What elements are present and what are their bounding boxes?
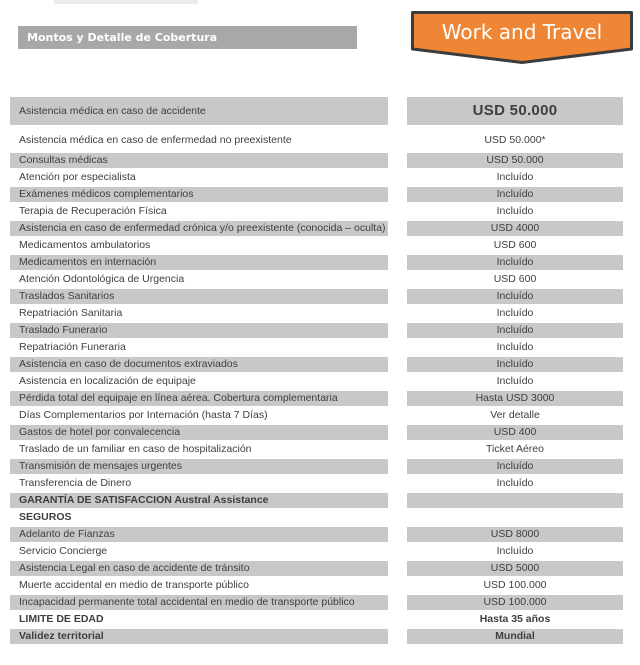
row-label: Traslado de un familiar en caso de hospitalización [19,442,252,455]
row-label: Gastos de hotel por convalecencia [10,425,388,441]
column-gap [388,238,407,239]
table-row [10,459,623,476]
table-row [10,510,623,527]
column-gap [388,578,407,579]
column-gap [388,476,407,477]
row-label: Días Complementarios por Internación (hasta 7 Días) [19,408,268,421]
row-value: Ticket Aéreo [486,442,544,455]
table-row [10,493,623,510]
row-label: Terapia de Recuperación Física [19,204,167,217]
row-label: Transferencia de Dinero [19,476,132,489]
table-row [10,323,623,340]
row-value: Incluído [496,544,534,557]
table-row [10,357,623,374]
row-value: Incluído [496,476,534,489]
row-value: Hasta USD 3000 [407,391,623,407]
column-gap [388,527,407,528]
table-row [10,97,623,127]
row-value: USD 400 [407,425,623,441]
table-row [10,170,623,187]
row-value: Incluído [496,340,534,353]
row-value: Incluído [407,255,623,271]
row-label: Pérdida total del equipaje en línea aérea. Cobertura complementaria [10,391,388,407]
table-row [10,442,623,459]
row-label: Atención Odontológica de Urgencia [19,272,185,285]
column-gap [388,340,407,341]
row-value: USD 50.000 [407,97,623,125]
plan-badge-label: Work and Travel [441,20,603,44]
row-label: Servicio Concierge [19,544,108,557]
row-label: Repatriación Sanitaria [19,306,123,319]
row-label: Medicamentos en internación [10,255,388,271]
column-gap [388,612,407,613]
row-value: USD 50.000 [407,153,623,169]
column-gap [388,204,407,205]
row-value: Incluído [407,459,623,475]
table-row [10,272,623,289]
top-strip [54,0,198,4]
row-label: Atención por especialista [19,170,136,183]
table-row [10,629,623,646]
table-row [10,578,623,595]
table-row [10,255,623,272]
column-gap [388,561,407,562]
row-label: Asistencia médica en caso de accidente [10,97,388,125]
row-label: Asistencia Legal en caso de accidente de tránsito [10,561,388,577]
column-gap [388,221,407,222]
row-value: Incluído [407,187,623,203]
row-label: Consultas médicas [10,153,388,169]
row-label: LIMITE DE EDAD [19,612,104,625]
table-row [10,127,623,153]
table-row [10,340,623,357]
row-value: USD 50.000* [484,133,546,146]
row-value: Incluído [407,289,623,305]
row-value: USD 600 [493,272,537,285]
column-gap [388,187,407,188]
row-label: Asistencia en localización de equipaje [19,374,196,387]
row-value [407,493,623,509]
row-label: Traslado Funerario [10,323,388,339]
column-gap [388,289,407,290]
column-gap [388,595,407,596]
column-gap [388,459,407,460]
row-value [407,510,623,526]
table-row [10,306,623,323]
row-label: GARANTÍA DE SATISFACCION Austral Assistance [10,493,388,509]
column-gap [388,255,407,256]
page-title: Montos y Detalle de Cobertura [18,26,357,49]
table-row [10,238,623,255]
column-gap [388,442,407,443]
column-gap [388,306,407,307]
row-label: Incapacidad permanente total accidental en medio de transporte público [10,595,388,611]
row-label: Traslados Sanitarios [10,289,388,305]
row-value: Ver detalle [490,408,540,421]
coverage-table [10,97,623,646]
row-label: Asistencia médica en caso de enfermedad no preexistente [19,133,292,146]
row-value: Hasta 35 años [479,612,551,625]
row-value: USD 100.000 [483,578,547,591]
column-gap [388,272,407,273]
row-value: USD 4000 [407,221,623,237]
column-gap [388,544,407,545]
table-row [10,374,623,391]
column-gap [388,153,407,154]
row-label: Asistencia en caso de enfermedad crónica y/o preexistente (conocida – oculta) [10,221,388,237]
column-gap [388,97,407,98]
table-row [10,476,623,493]
column-gap [388,425,407,426]
column-gap [388,629,407,630]
row-value: Incluído [496,204,534,217]
table-row [10,425,623,442]
row-label: Medicamentos ambulatorios [19,238,151,251]
table-row [10,561,623,578]
column-gap [388,127,407,128]
row-value: USD 100.000 [407,595,623,611]
column-gap [388,493,407,494]
row-label: Exámenes médicos complementarios [10,187,388,203]
table-row [10,595,623,612]
row-label: Repatriación Funeraria [19,340,126,353]
table-row [10,408,623,425]
column-gap [388,391,407,392]
column-gap [388,323,407,324]
row-label: Adelanto de Fianzas [10,527,388,543]
row-label: SEGUROS [19,510,72,523]
row-label: Muerte accidental en medio de transporte público [19,578,249,591]
column-gap [388,408,407,409]
row-value: USD 600 [493,238,537,251]
row-value: Incluído [496,374,534,387]
row-value: USD 8000 [407,527,623,543]
table-row [10,544,623,561]
table-row [10,187,623,204]
plan-badge [411,11,633,65]
table-row [10,612,623,629]
row-value: Incluído [496,170,534,183]
column-gap [388,374,407,375]
table-row [10,289,623,306]
table-row [10,204,623,221]
row-value: Incluído [407,323,623,339]
table-row [10,221,623,238]
column-gap [388,357,407,358]
column-gap [388,510,407,511]
table-row [10,527,623,544]
table-row [10,153,623,170]
row-value: Mundial [407,629,623,645]
row-value: USD 5000 [407,561,623,577]
table-row [10,391,623,408]
row-label: Asistencia en caso de documentos extraviados [10,357,388,373]
column-gap [388,170,407,171]
row-label: Transmisión de mensajes urgentes [10,459,388,475]
row-label: Validez territorial [10,629,388,645]
row-value: Incluído [407,357,623,373]
row-value: Incluído [496,306,534,319]
